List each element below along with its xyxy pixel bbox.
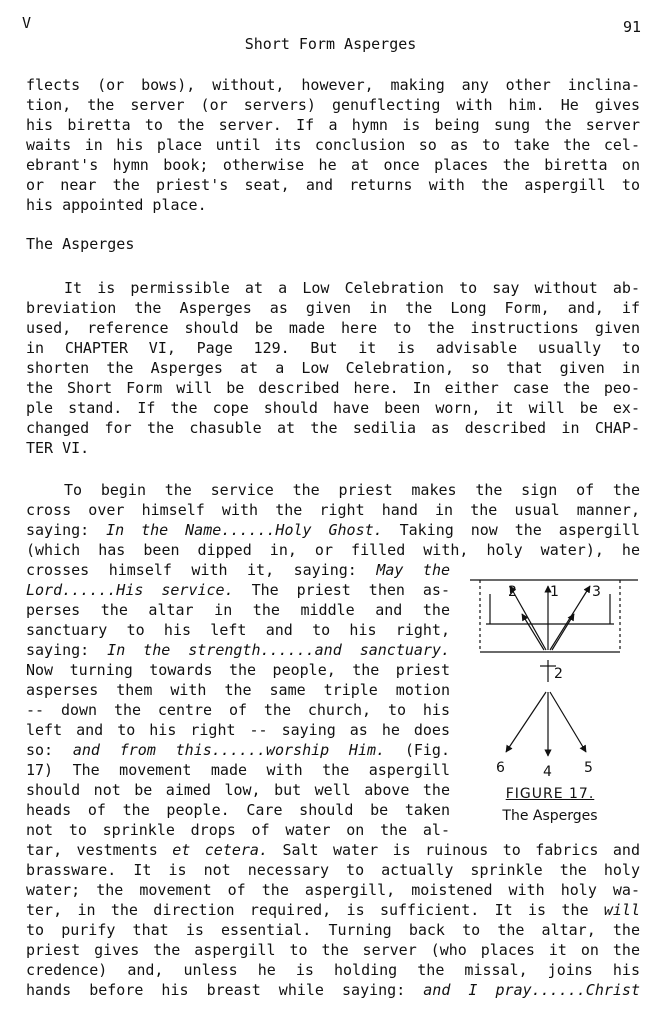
text-line: priest gives the aspergill to the server (who places it on the [26,941,640,959]
text-line: not to sprinkle drops of water on the al- [26,821,450,839]
text-line: or near the priest's seat, and returns with the aspergill to [26,176,640,194]
text-line: cross over himself with the right hand in the usual manner, [26,501,640,519]
text-line: waits in his place until its conclusion so as to take the cel- [26,136,640,154]
text-line: ple stand. If the cope should have been worn, it will be ex- [26,399,640,417]
figure-label: 2 [554,666,563,682]
text-line: heads of the people. Care should be taken [26,801,450,819]
text-line: his appointed place. [26,196,207,214]
text-line: shorten the Asperges at a Low Celebration, so that given in [26,359,640,377]
figure-caption-title: FIGURE 17. [505,786,595,802]
text-line: tion, the server (or servers) genuflecting with him. He gives [26,96,640,114]
text-line: To begin the service the priest makes the sign of the [64,481,640,499]
text-line: hands before his breast while saying: and I pray......Christ [26,981,640,999]
paragraph-asperges-intro [26,278,640,458]
text-line: breviation the Asperges as given in the Long Form, and, if [26,299,640,317]
arrow-to-people-right [550,692,586,752]
text-line: crosses himself with it, saying: May the [26,561,451,579]
text-line: sanctuary to his left and to his right, [26,621,450,639]
text-line: changed for the chasuble at the sedilia as described in CHAP- [26,419,640,437]
text-line: tar, vestments et cetera. Salt water is ruinous to fabrics and [26,841,640,859]
text-line: perses the altar in the middle and the [26,601,450,619]
text-line: -- down the centre of the church, to his [26,701,450,719]
text-line: saying: In the Name......Holy Ghost. Taking now the aspergill [26,521,640,539]
text-line: should not be aimed low, but well above the [26,781,450,799]
arrow-to-people-left [506,692,546,752]
text-line: his biretta to the server. If a hymn is being sung the server [26,116,640,134]
text-line: in CHAPTER VI, Page 129. But it is advisable usually to [26,339,640,357]
chapter-number: V [22,14,32,32]
text-line: It is permissible at a Low Celebration to say without ab- [64,279,640,297]
text-line: water; the movement of the aspergill, moistened with holy wa- [26,881,640,899]
text-line: brassware. It is not necessary to actually sprinkle the holy [26,861,640,879]
text-line: (which has been dipped in, or filled with, holy water), he [26,541,640,559]
paragraph-continuation [26,75,640,215]
section-heading: The Asperges [26,235,135,253]
figure-label: 6 [496,760,505,776]
text-line: credence) and, unless he is holding the missal, joins his [26,961,640,979]
text-line: saying: In the strength......and sanctuary. [26,641,451,659]
figure-label: 3 [592,584,601,600]
text-line: to purify that is essential. Turning back to the altar, the [26,921,640,939]
text-line: used, reference should be made here to the instructions given [26,319,640,337]
text-line: left and to his right -- saying as he does [26,721,450,739]
text-line: ebrant's hymn book; otherwise he at once places the biretta on [26,156,640,174]
text-line: Lord......His service. The priest then as- [26,581,450,599]
page-number: 91 [622,18,641,36]
text-line: asperses them with the same triple motion [26,681,450,699]
figure-label: 2 [508,584,517,600]
figure-label: 1 [550,584,559,600]
text-line: ter, in the direction required, is sufficient. It is the will [26,901,640,919]
running-title: Short Form Asperges [244,35,417,53]
figure-label: 5 [584,760,593,776]
text-line: flects (or bows), without, however, making any other inclina- [26,76,640,94]
text-line: TER VI. [26,439,90,457]
text-line: Now turning towards the people, the priest [26,661,450,679]
text-line: 17) The movement made with the aspergill [26,761,450,779]
figure-caption-subtitle: The Asperges [502,808,598,824]
text-line: the Short Form will be described here. In either case the peo- [26,379,640,397]
text-line: so: and from this......worship Him. (Fig. [26,741,450,759]
figure-label: 4 [543,764,552,780]
